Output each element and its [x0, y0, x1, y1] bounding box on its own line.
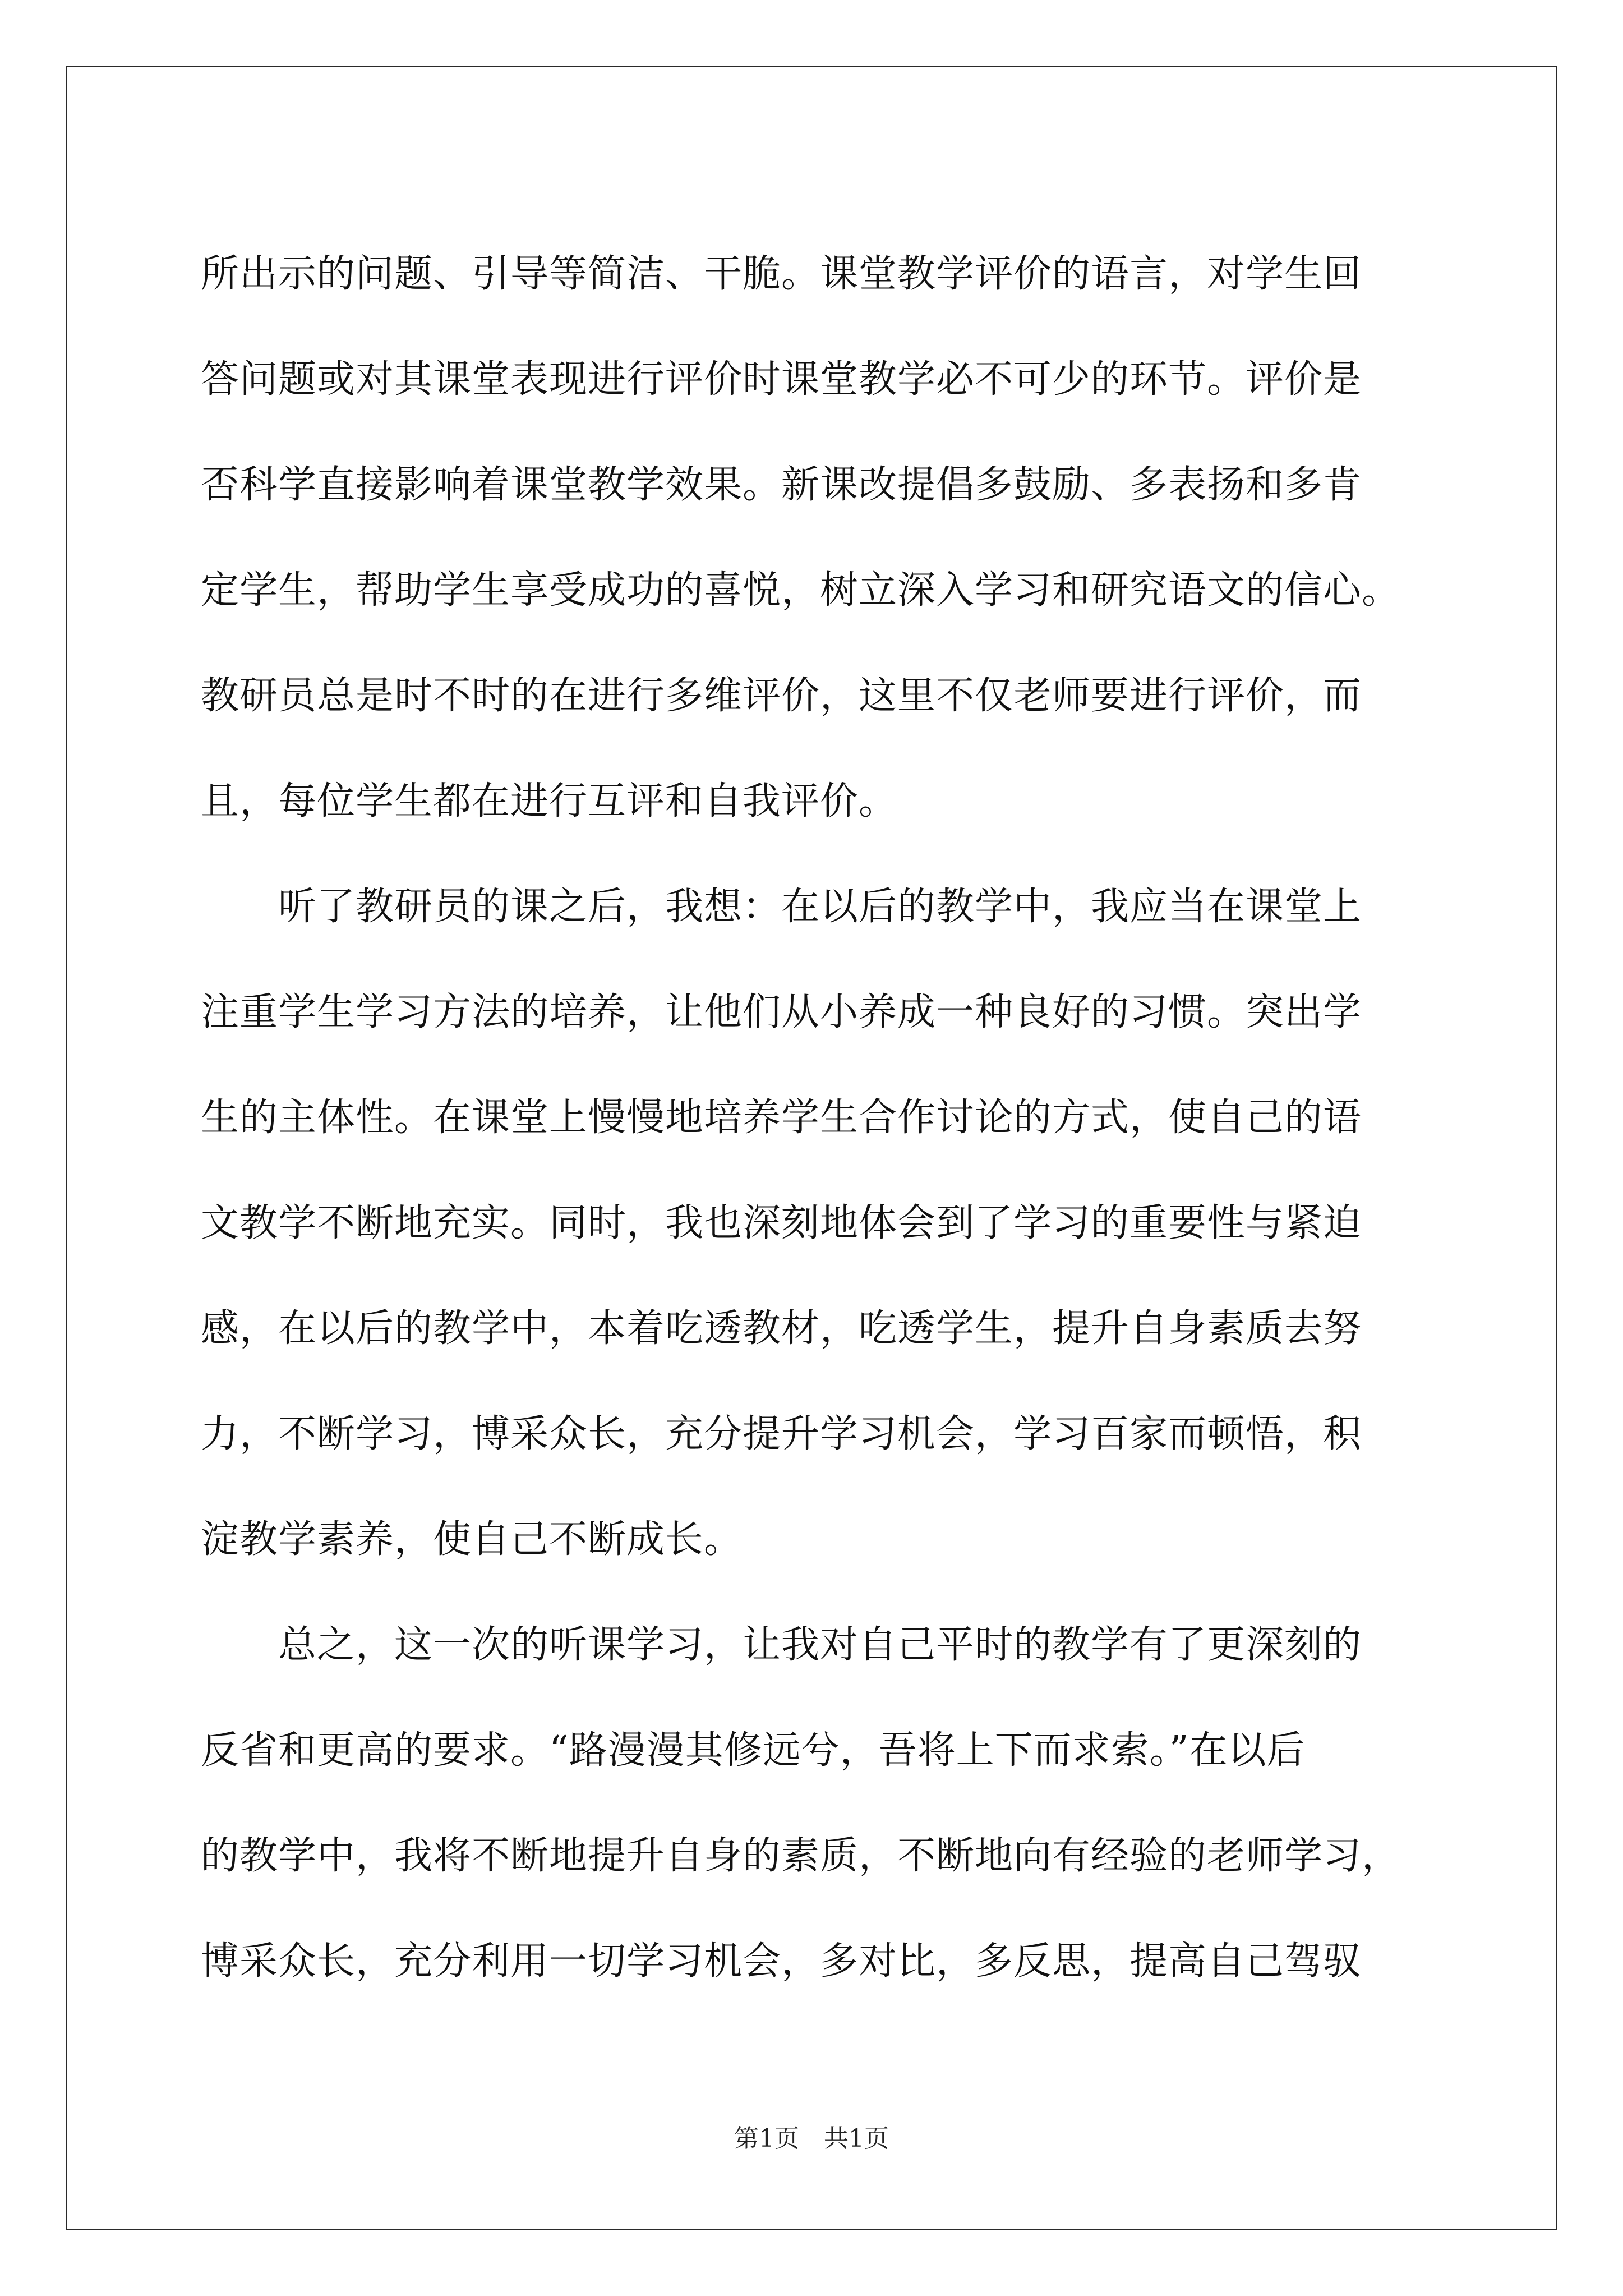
text-line-4: 定学生，帮助学生享受成功的喜悦，树立深入学习和研究语文的信心。 [201, 568, 1401, 613]
text-line-7: 听了教研员的课之后，我想：在以后的教学中，我应当在课堂上 [201, 885, 1362, 929]
text-line-11: 感，在以后的教学中，本着吃透教材，吃透学生，提升自身素质去努 [201, 1306, 1362, 1351]
text-line-6: 且，每位学生都在进行互评和自我评价。 [201, 779, 898, 823]
text-line-2: 答问题或对其课堂表现进行评价时课堂教学必不可少的环节。评价是 [201, 357, 1362, 402]
text-line-10: 文教学不断地充实。同时，我也深刻地体会到了学习的重要性与紧迫 [201, 1201, 1362, 1245]
text-line-5: 教研员总是时不时的在进行多维评价，这里不仅老师要进行评价，而 [201, 674, 1362, 718]
page-footer: 第1页 共1页 [734, 2124, 889, 2153]
text-line-8: 注重学生学习方法的培养，让他们从小养成一种良好的习惯。突出学 [201, 990, 1362, 1034]
text-line-3: 否科学直接影响着课堂教学效果。新课改提倡多鼓励、多表扬和多肯 [201, 463, 1362, 507]
text-line-1: 所出示的问题、引导等简洁、干脆。课堂教学评价的语言，对学生回 [201, 252, 1362, 296]
text-line-13: 淀教学素养，使自己不断成长。 [201, 1517, 743, 1562]
text-line-15: 反省和更高的要求。“路漫漫其修远兮，吾将上下而求索。”在以后 [201, 1728, 1306, 1773]
text-line-17: 博采众长，充分利用一切学习机会，多对比，多反思，提高自己驾驭 [201, 1939, 1362, 1984]
text-line-9: 生的主体性。在课堂上慢慢地培养学生合作讨论的方式，使自己的语 [201, 1096, 1362, 1140]
text-line-16: 的教学中，我将不断地提升自身的素质，不断地向有经验的老师学习， [201, 1834, 1401, 1878]
text-line-14: 总之，这一次的听课学习，让我对自己平时的教学有了更深刻的 [201, 1623, 1362, 1667]
text-line-12: 力，不断学习，博采众长，充分提升学习机会，学习百家而顿悟，积 [201, 1412, 1362, 1456]
document-body [201, 222, 1435, 2014]
